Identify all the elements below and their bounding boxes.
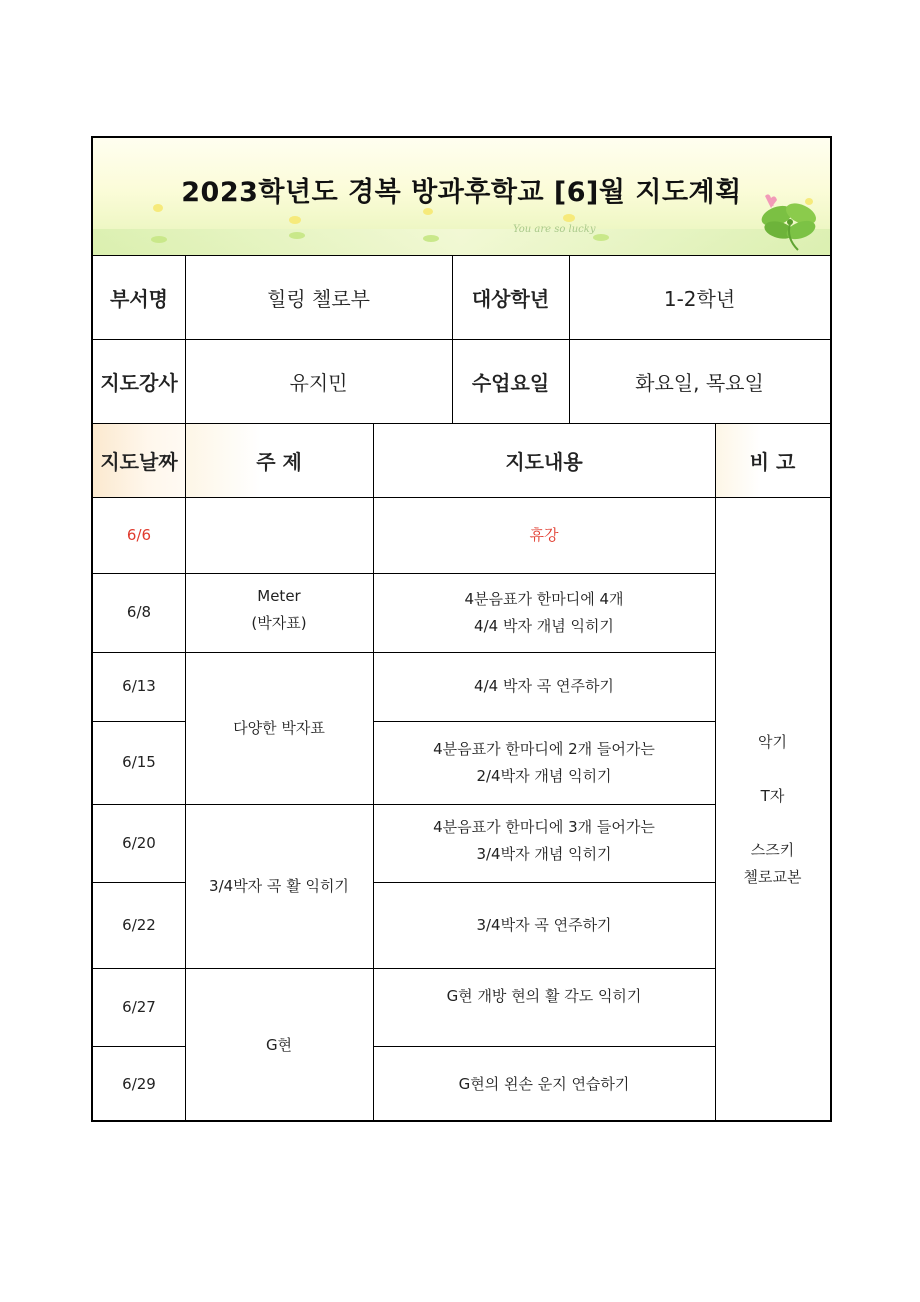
dept-value: 힐링 첼로부 bbox=[267, 286, 370, 311]
header-topic: 주 제 bbox=[185, 423, 373, 497]
grid-line bbox=[93, 968, 715, 969]
date-cell: 6/13 bbox=[122, 677, 156, 695]
date-cell: 6/15 bbox=[122, 753, 156, 771]
decor-dot bbox=[423, 208, 433, 215]
decor-dot bbox=[289, 216, 301, 224]
note-cell: 악기 T자 스즈키 첼로교본 bbox=[743, 732, 802, 886]
topic-cell: 다양한 박자표 bbox=[233, 718, 325, 737]
grid-line bbox=[93, 882, 185, 883]
page-title: 2023학년도 경복 방과후학교 [6]월 지도계획 bbox=[181, 177, 742, 208]
grade-value: 1-2학년 bbox=[663, 286, 736, 311]
grid-line bbox=[93, 339, 830, 340]
date-cell: 6/29 bbox=[122, 1074, 156, 1093]
date-cell: 6/6 bbox=[126, 525, 152, 544]
grid-line bbox=[93, 497, 830, 498]
header-date: 지도날짜 bbox=[93, 423, 185, 497]
clover-icon bbox=[715, 192, 825, 252]
grid-line bbox=[452, 255, 453, 423]
dept-label: 부서명 bbox=[110, 286, 168, 311]
content-cell: 4/4 박자 곡 연주하기 bbox=[474, 677, 614, 695]
topic-cell: 3/4박자 곡 활 익히기 bbox=[209, 876, 349, 895]
topic-cell: G현 bbox=[265, 1035, 293, 1054]
header-note: 비 고 bbox=[715, 423, 830, 497]
decor-dot bbox=[563, 214, 575, 222]
topic-cell: Meter (박자표) bbox=[251, 587, 307, 632]
plan-document bbox=[91, 136, 832, 1122]
grid-line bbox=[93, 804, 715, 805]
grid-line bbox=[93, 1046, 185, 1047]
day-label: 수업요일 bbox=[471, 370, 550, 395]
grid-line bbox=[569, 255, 570, 423]
content-cell: 3/4박자 곡 연주하기 bbox=[476, 915, 612, 934]
grid-line bbox=[715, 423, 716, 1122]
content-cell: G현 개방 현의 활 각도 익히기 bbox=[446, 986, 642, 1005]
decor-dot bbox=[289, 232, 305, 239]
decor-dot bbox=[423, 235, 439, 242]
content-cell: 휴강 bbox=[529, 525, 559, 544]
teacher-value: 유지민 bbox=[289, 370, 348, 395]
header-content: 지도내용 bbox=[505, 449, 583, 474]
date-cell: 6/22 bbox=[122, 915, 156, 934]
decor-dot bbox=[151, 236, 167, 243]
grid-line bbox=[93, 573, 715, 574]
grid-line bbox=[93, 423, 830, 424]
grid-line bbox=[373, 1046, 715, 1047]
teacher-label: 지도강사 bbox=[100, 370, 178, 395]
grid-line bbox=[373, 882, 715, 883]
grid-line bbox=[373, 423, 374, 1122]
grid-line bbox=[93, 721, 185, 722]
date-cell: 6/8 bbox=[126, 603, 152, 621]
content-cell: G현의 왼손 운지 연습하기 bbox=[458, 1074, 630, 1093]
grid-line bbox=[373, 721, 715, 722]
content-cell: 4분음표가 한마디에 4개 4/4 박자 개념 익히기 bbox=[464, 589, 624, 635]
date-cell: 6/27 bbox=[122, 997, 156, 1016]
date-cell: 6/20 bbox=[122, 833, 156, 852]
grid-line bbox=[185, 255, 186, 1122]
decor-dot bbox=[593, 234, 609, 241]
banner-script-text: You are so lucky bbox=[513, 224, 596, 235]
content-cell: 4분음표가 한마디에 3개 들어가는 3/4박자 개념 익히기 bbox=[433, 818, 655, 863]
grade-label: 대상학년 bbox=[471, 286, 550, 311]
content-cell: 4분음표가 한마디에 2개 들어가는 2/4박자 개념 익히기 bbox=[433, 739, 655, 785]
day-value: 화요일, 목요일 bbox=[635, 370, 764, 395]
title-banner bbox=[93, 138, 830, 256]
grid-line bbox=[93, 652, 715, 653]
